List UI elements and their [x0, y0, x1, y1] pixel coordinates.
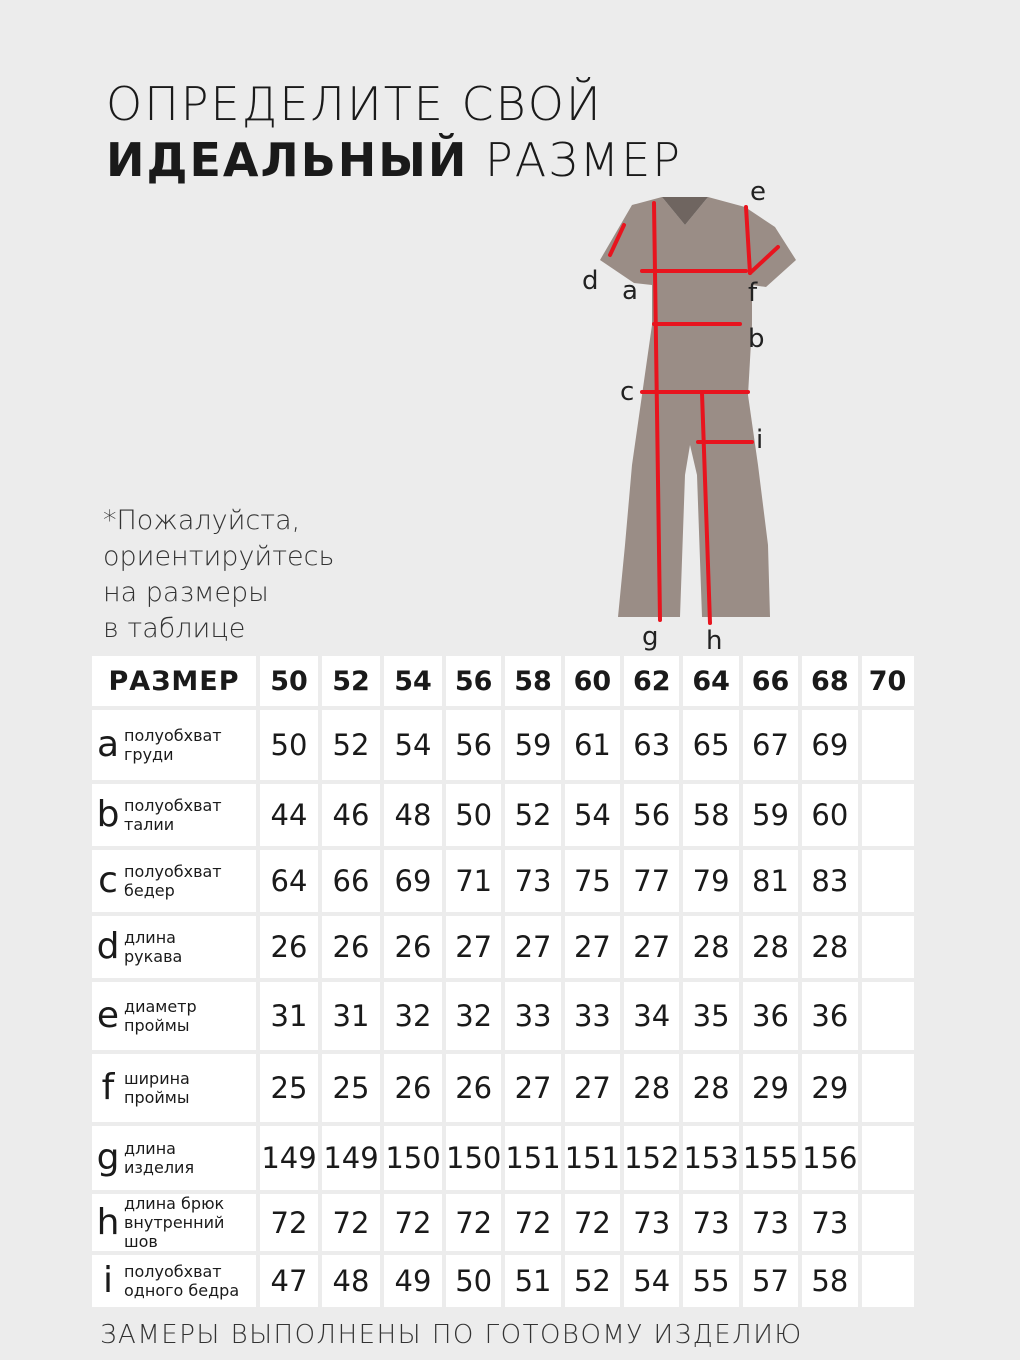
size-value-cell: 26 [260, 916, 318, 978]
size-value-cell [862, 1194, 914, 1251]
size-value-cell: 60 [802, 784, 857, 846]
size-value-cell: 71 [446, 850, 501, 912]
size-value-cell: 153 [683, 1126, 738, 1190]
size-value-cell: 34 [624, 982, 679, 1050]
size-value-cell: 83 [802, 850, 857, 912]
size-value-cell: 50 [446, 784, 501, 846]
size-value-cell: 50 [260, 710, 318, 780]
size-value-cell: 31 [260, 982, 318, 1050]
row-description-line: полуобхват [124, 726, 222, 745]
size-header-cell: 68 [802, 656, 857, 706]
size-value-cell: 56 [624, 784, 679, 846]
row-description-line: длина брюк [124, 1194, 225, 1213]
row-label [92, 1054, 256, 1122]
row-label [92, 784, 256, 846]
label-i: i [756, 425, 764, 455]
size-value-cell: 52 [505, 784, 560, 846]
size-value-cell: 50 [446, 1255, 501, 1307]
size-value-cell: 54 [624, 1255, 679, 1307]
size-value-cell: 73 [624, 1194, 679, 1251]
row-description [124, 1262, 239, 1300]
jumpsuit-figure [570, 175, 800, 656]
size-value-cell: 57 [743, 1255, 798, 1307]
row-label [92, 1126, 256, 1190]
size-header-cell: 60 [565, 656, 620, 706]
size-value-cell: 79 [683, 850, 738, 912]
size-value-cell: 66 [322, 850, 380, 912]
row-label-wrap [92, 1194, 256, 1251]
size-value-cell: 32 [384, 982, 442, 1050]
row-description-line: ширина [124, 1069, 190, 1088]
row-label-wrap [92, 997, 256, 1035]
size-value-cell: 150 [446, 1126, 501, 1190]
size-header-row [92, 656, 914, 706]
row-description-line: полуобхват [124, 1262, 222, 1281]
size-value-cell: 26 [384, 916, 442, 978]
size-value-cell: 27 [624, 916, 679, 978]
row-description-line: проймы [124, 1016, 190, 1035]
row-description-line: рукава [124, 947, 183, 966]
size-value-cell: 28 [802, 916, 857, 978]
size-table [88, 652, 918, 1311]
size-value-cell: 48 [384, 784, 442, 846]
size-value-cell: 27 [505, 916, 560, 978]
row-description-line: груди [124, 745, 174, 764]
row-label [92, 850, 256, 912]
size-header-cell: 64 [683, 656, 738, 706]
size-value-cell: 47 [260, 1255, 318, 1307]
size-value-cell: 149 [322, 1126, 380, 1190]
row-letter: a [96, 724, 120, 765]
size-value-cell: 155 [743, 1126, 798, 1190]
size-value-cell: 28 [683, 916, 738, 978]
footer-note: ЗАМЕРЫ ВЫПОЛНЕНЫ ПО ГОТОВОМУ ИЗДЕЛИЮ [100, 1320, 803, 1350]
size-header-cell: 56 [446, 656, 501, 706]
row-letter: i [102, 1260, 113, 1301]
size-value-cell: 36 [743, 982, 798, 1050]
row-label-wrap [92, 796, 256, 834]
size-value-cell: 59 [743, 784, 798, 846]
label-e: e [750, 177, 766, 207]
size-value-cell: 25 [260, 1054, 318, 1122]
size-value-cell: 52 [322, 710, 380, 780]
jumpsuit-diagram [570, 175, 800, 656]
row-description-line: талии [124, 815, 175, 834]
size-row-f [92, 1054, 914, 1122]
size-value-cell: 58 [683, 784, 738, 846]
size-value-cell: 81 [743, 850, 798, 912]
row-label-wrap [92, 862, 256, 900]
size-value-cell: 29 [802, 1054, 857, 1122]
size-value-cell: 72 [565, 1194, 620, 1251]
size-value-cell: 58 [802, 1255, 857, 1307]
row-label-wrap [92, 1262, 256, 1300]
row-label-wrap [92, 928, 256, 966]
size-value-cell: 72 [446, 1194, 501, 1251]
label-f: f [748, 278, 758, 308]
row-letter: b [96, 794, 120, 835]
size-value-cell [862, 1054, 914, 1122]
title-bold: ИДЕАЛЬНЫЙ [106, 133, 469, 187]
size-value-cell: 27 [446, 916, 501, 978]
row-description-line: длина [124, 928, 176, 947]
size-header-cell: 58 [505, 656, 560, 706]
row-letter: h [96, 1201, 120, 1243]
size-value-cell: 56 [446, 710, 501, 780]
row-label [92, 916, 256, 978]
size-value-cell: 61 [565, 710, 620, 780]
size-value-cell: 28 [683, 1054, 738, 1122]
size-value-cell: 69 [384, 850, 442, 912]
size-value-cell: 52 [565, 1255, 620, 1307]
size-value-cell: 48 [322, 1255, 380, 1307]
size-row-i [92, 1255, 914, 1307]
size-value-cell: 151 [505, 1126, 560, 1190]
size-value-cell: 35 [683, 982, 738, 1050]
row-description [124, 1069, 190, 1107]
size-row-h [92, 1194, 914, 1251]
size-value-cell: 64 [260, 850, 318, 912]
size-value-cell: 73 [505, 850, 560, 912]
label-b: b [748, 324, 765, 354]
size-row-d [92, 916, 914, 978]
label-h: h [706, 626, 723, 656]
size-value-cell [862, 1255, 914, 1307]
size-value-cell: 26 [446, 1054, 501, 1122]
title-line-1: ОПРЕДЕЛИТЕ СВОЙ [106, 77, 603, 131]
size-value-cell: 73 [683, 1194, 738, 1251]
row-letter: d [96, 926, 120, 967]
size-value-cell: 27 [505, 1054, 560, 1122]
size-value-cell: 28 [624, 1054, 679, 1122]
size-header-cell: 66 [743, 656, 798, 706]
row-label [92, 710, 256, 780]
size-value-cell: 49 [384, 1255, 442, 1307]
size-value-cell: 27 [565, 1054, 620, 1122]
row-description-line: диаметр [124, 997, 197, 1016]
size-value-cell: 27 [565, 916, 620, 978]
row-description-line: изделия [124, 1158, 195, 1177]
size-header-cell: 54 [384, 656, 442, 706]
row-label-wrap [92, 726, 256, 764]
size-value-cell: 156 [802, 1126, 857, 1190]
row-description-line: шов [124, 1232, 158, 1251]
size-row-c [92, 850, 914, 912]
row-description [124, 1139, 194, 1177]
size-value-cell: 54 [384, 710, 442, 780]
size-value-cell: 152 [624, 1126, 679, 1190]
size-value-cell [862, 710, 914, 780]
size-value-cell: 63 [624, 710, 679, 780]
row-description-line: длина [124, 1139, 176, 1158]
size-header-cell: 70 [862, 656, 914, 706]
size-value-cell: 149 [260, 1126, 318, 1190]
size-value-cell: 36 [802, 982, 857, 1050]
row-description [124, 726, 222, 764]
size-value-cell: 72 [260, 1194, 318, 1251]
row-label [92, 982, 256, 1050]
label-c: c [620, 377, 635, 407]
row-description-line: полуобхват [124, 796, 222, 815]
page-title [106, 76, 682, 188]
size-header-cell: 52 [322, 656, 380, 706]
size-value-cell: 55 [683, 1255, 738, 1307]
size-value-cell: 77 [624, 850, 679, 912]
size-value-cell: 32 [446, 982, 501, 1050]
row-description-line: бедер [124, 881, 175, 900]
size-value-cell: 28 [743, 916, 798, 978]
row-description-line: полуобхват [124, 862, 222, 881]
size-row-a [92, 710, 914, 780]
row-letter: e [96, 995, 120, 1036]
size-header-label: РАЗМЕР [92, 656, 256, 706]
row-label-wrap [92, 1139, 256, 1177]
size-value-cell [862, 982, 914, 1050]
note-line: на размеры [103, 577, 269, 608]
label-g: g [642, 622, 659, 652]
row-label [92, 1194, 256, 1251]
size-value-cell: 73 [743, 1194, 798, 1251]
size-row-g [92, 1126, 914, 1190]
size-value-cell: 29 [743, 1054, 798, 1122]
size-header-cell: 50 [260, 656, 318, 706]
size-note [103, 503, 334, 647]
size-value-cell: 59 [505, 710, 560, 780]
size-value-cell [862, 784, 914, 846]
size-value-cell: 72 [322, 1194, 380, 1251]
size-value-cell: 26 [384, 1054, 442, 1122]
size-value-cell: 25 [322, 1054, 380, 1122]
note-line: ориентируйтесь [103, 541, 335, 572]
size-value-cell: 26 [322, 916, 380, 978]
row-letter: g [96, 1137, 120, 1178]
size-value-cell: 54 [565, 784, 620, 846]
size-value-cell: 44 [260, 784, 318, 846]
size-value-cell: 150 [384, 1126, 442, 1190]
row-description [124, 862, 222, 900]
size-value-cell: 46 [322, 784, 380, 846]
row-description [124, 1194, 224, 1251]
row-description-line: одного бедра [124, 1281, 240, 1300]
size-value-cell: 72 [384, 1194, 442, 1251]
row-description [124, 997, 197, 1035]
size-header-cell: 62 [624, 656, 679, 706]
row-description-line: внутренний [124, 1213, 225, 1232]
size-value-cell: 33 [565, 982, 620, 1050]
size-row-e [92, 982, 914, 1050]
size-value-cell: 72 [505, 1194, 560, 1251]
size-value-cell: 151 [565, 1126, 620, 1190]
size-value-cell: 69 [802, 710, 857, 780]
row-letter: c [98, 860, 118, 901]
size-value-cell [862, 1126, 914, 1190]
size-value-cell: 51 [505, 1255, 560, 1307]
label-a: a [622, 276, 638, 306]
size-value-cell: 73 [802, 1194, 857, 1251]
label-d: d [582, 266, 599, 296]
size-value-cell: 75 [565, 850, 620, 912]
size-row-b [92, 784, 914, 846]
row-description-line: проймы [124, 1088, 190, 1107]
row-label-wrap [92, 1069, 256, 1107]
title-rest: РАЗМЕР [468, 133, 683, 187]
size-table-body [92, 656, 914, 1307]
size-value-cell: 67 [743, 710, 798, 780]
size-value-cell [862, 850, 914, 912]
size-value-cell: 31 [322, 982, 380, 1050]
row-description [124, 928, 182, 966]
size-value-cell: 33 [505, 982, 560, 1050]
row-description [124, 796, 222, 834]
row-letter: f [101, 1067, 115, 1108]
size-value-cell [862, 916, 914, 978]
size-value-cell: 65 [683, 710, 738, 780]
note-line: в таблице [103, 613, 246, 644]
row-label [92, 1255, 256, 1307]
note-line: *Пожалуйста, [103, 505, 301, 536]
